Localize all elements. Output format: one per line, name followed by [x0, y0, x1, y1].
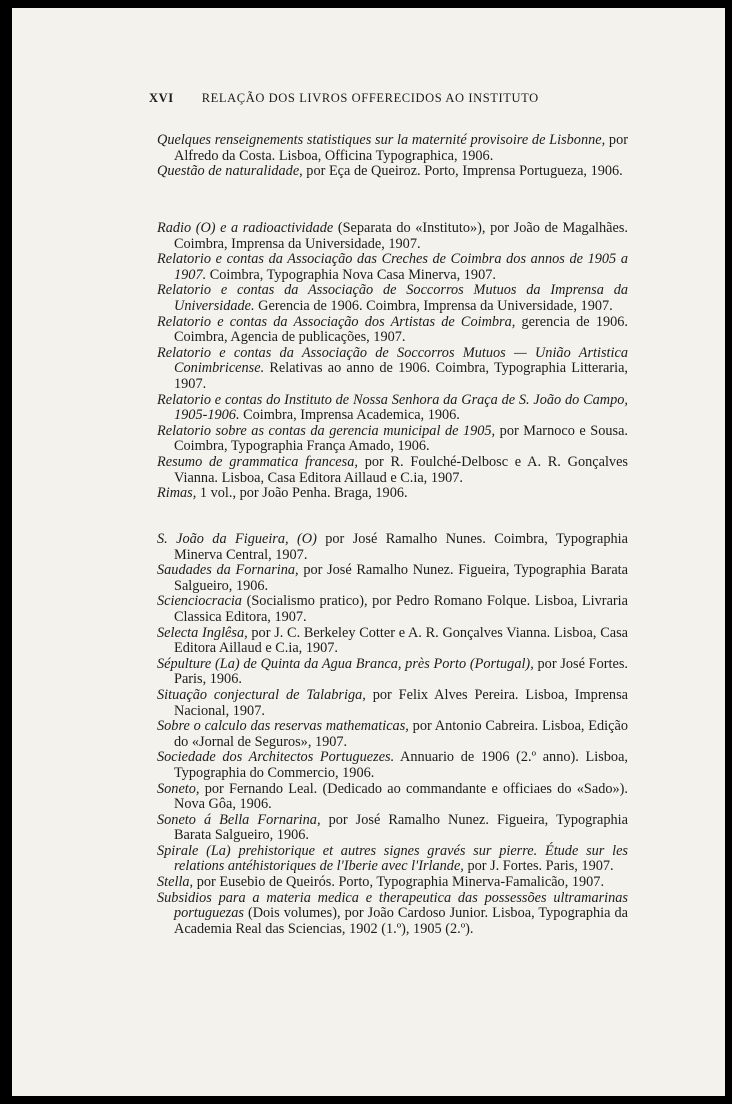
bibliography-entry [157, 719, 628, 750]
bibliography-entry [157, 688, 628, 719]
entry-title: Scienciocracia [157, 593, 242, 610]
entry-title: Soneto, [157, 780, 200, 797]
entry-title: Sépulture (La) de Quinta da Agua Branca, près Porto (Portugal), [157, 655, 534, 672]
bibliography-entry [157, 486, 628, 502]
entry-title: Quelques renseignements statistiques sur la maternité provisoire de Lisbonne, [157, 132, 606, 148]
bibliography-entry [157, 750, 628, 781]
entry-title: Relatorio e contas da Associação dos Artistas de Coimbra, [157, 313, 516, 330]
entry-details: por J. C. Berkeley Cotter e A. R. Gonçalves Vianna. Lisboa, Casa Editora Aillaud e C.ia, 1907. [174, 624, 628, 657]
bibliography-entry [157, 657, 628, 688]
entry-title: Rimas, [157, 485, 197, 502]
entry-details: Gerencia de 1906. Coimbra, Imprensa da Universidade, 1907. [254, 297, 613, 314]
bibliography-entry [157, 782, 628, 813]
entry-title: Radio (O) e a radioactividade [157, 220, 334, 236]
entry-details: por R. Foulché-Delbosc e A. R. Gonçalves Vianna. Lisboa, Casa Editora Aillaud e C.ia, 1907. [174, 453, 628, 486]
bibliography-entry [157, 875, 628, 891]
entry-details: (Separata do «Instituto»), por João de Magalhães. Coimbra, Imprensa da Universidade, 1907. [174, 220, 628, 252]
bibliography-entry [157, 594, 628, 625]
entry-details: por Eusebio de Queirós. Porto, Typographia Minerva-Famalicão, 1907. [193, 874, 605, 891]
entry-details: por Felix Alves Pereira. Lisboa, Imprensa Nacional, 1907. [174, 686, 628, 719]
entry-title: Stella, [157, 874, 194, 891]
entry-details: por José Ramalho Nunez. Figueira, Typographia Barata Salgueiro, 1906. [174, 811, 629, 844]
entry-details: gerencia de 1906. Coimbra, Agencia de publicações, 1907. [174, 313, 628, 346]
entry-details: por Alfredo da Costa. Lisboa, Officina Typographica, 1906. [174, 132, 628, 164]
bibliography-entry [157, 133, 628, 164]
bibliography-entry [157, 393, 628, 424]
running-title: RELAÇÃO DOS LIVROS OFFERECIDOS AO INSTITUTO [201, 91, 539, 105]
entry-title: Saudades da Fornarina, [157, 562, 299, 579]
entry-title: Relatorio e contas da Associação de Soccorros Mutuos — União Artistica Conimbricense. [157, 344, 628, 377]
entry-title: Relatorio sobre as contas da gerencia municipal de 1905, [157, 422, 496, 439]
entry-details: 1 vol., por João Penha. Braga, 1906. [196, 485, 408, 502]
bibliography-entry [157, 252, 628, 283]
entries-section-s [157, 532, 628, 937]
bibliography-entry [157, 626, 628, 657]
bibliography-entry [157, 813, 628, 844]
entry-details: (Socialismo pratico), por Pedro Romano Folque. Lisboa, Livraria Classica Editora, 1907. [174, 593, 628, 625]
entry-details: (Dois volumes), por João Cardoso Junior. Lisboa, Typographia da Academia Real das Sciencias, 1902 (1.º), 1905 (2.º). [174, 905, 628, 937]
bibliography-entry [157, 346, 628, 393]
bibliography-entry [157, 891, 628, 938]
bibliography-entry [157, 455, 628, 486]
bibliography-entry [157, 164, 628, 180]
bibliography-entry [157, 424, 628, 455]
entry-details: por José Ramalho Nunez. Figueira, Typographia Barata Salgueiro, 1906. [174, 562, 628, 594]
entries-section-r [157, 221, 628, 502]
scanned-page [12, 8, 725, 1096]
bibliography-entry [157, 221, 628, 252]
entry-title: Relatorio e contas do Instituto de Nossa Senhora da Graça de S. João do Campo, 1905-1906. [157, 391, 628, 424]
page-number: XVI [149, 91, 174, 105]
bibliography-entry [157, 315, 628, 346]
entry-details: por José Fortes. Paris, 1906. [174, 655, 629, 688]
entry-details: por Antonio Cabreira. Lisboa, Edição do «Jornal de Seguros», 1907. [174, 718, 628, 750]
entry-title: Resumo de grammatica francesa, [157, 453, 358, 470]
entry-title: Sobre o calculo das reservas mathematicas, [157, 718, 409, 735]
entry-details: Coimbra, Imprensa Academica, 1906. [239, 407, 460, 424]
entry-details: por Marnoco e Sousa. Coimbra, Typographia França Amado, 1906. [174, 422, 628, 455]
entry-details: Coimbra, Typographia Nova Casa Minerva, 1907. [206, 266, 496, 283]
entry-title: Questão de naturalidade, [157, 163, 303, 180]
entry-details: Annuario de 1906 (2.º anno). Lisboa, Typographia do Commercio, 1906. [174, 749, 628, 781]
entry-details: por J. Fortes. Paris, 1907. [463, 858, 614, 875]
entry-title: Selecta Inglêsa, [157, 624, 248, 641]
entry-details: Relativas ao anno de 1906. Coimbra, Typographia Litteraria, 1907. [174, 360, 628, 392]
entry-title: Subsidios para a materia medica e therapeutica das possessões ultramarinas portuguezas [157, 889, 628, 922]
entry-title: Spirale (La) prehistorique et autres signes gravés sur pierre. Étude sur les relations antéhistoriques de l'Iberie avec l'Irlande, [157, 842, 628, 875]
entry-title: Relatorio e contas da Associação de Soccorros Mutuos da Imprensa da Universidade. [157, 282, 628, 314]
entry-title: Sociedade dos Architectos Portuguezes. [157, 749, 395, 766]
entry-details: por Eça de Queiroz. Porto, Imprensa Portugueza, 1906. [302, 163, 623, 180]
bibliography-entry [157, 532, 628, 563]
bibliography-entry [157, 844, 628, 875]
entry-details: por José Ramalho Nunes. Coimbra, Typographia Minerva Central, 1907. [174, 531, 629, 563]
entry-title: Situação conjectural de Talabriga, [157, 686, 366, 703]
entry-title: S. João da Figueira, (O) [157, 531, 317, 547]
running-header [149, 91, 619, 106]
entry-details: por Fernando Leal. (Dedicado ao commandante e officiaes do «Sado»). Nova Gôa, 1906. [174, 780, 628, 813]
entry-title: Relatorio e contas da Associação das Creches de Coimbra dos annos de 1905 a 1907. [157, 251, 628, 283]
entry-title: Soneto á Bella Fornarina, [157, 811, 321, 828]
entries-section-q [157, 133, 628, 180]
bibliography-entry [157, 563, 628, 594]
bibliography-entry [157, 283, 628, 314]
